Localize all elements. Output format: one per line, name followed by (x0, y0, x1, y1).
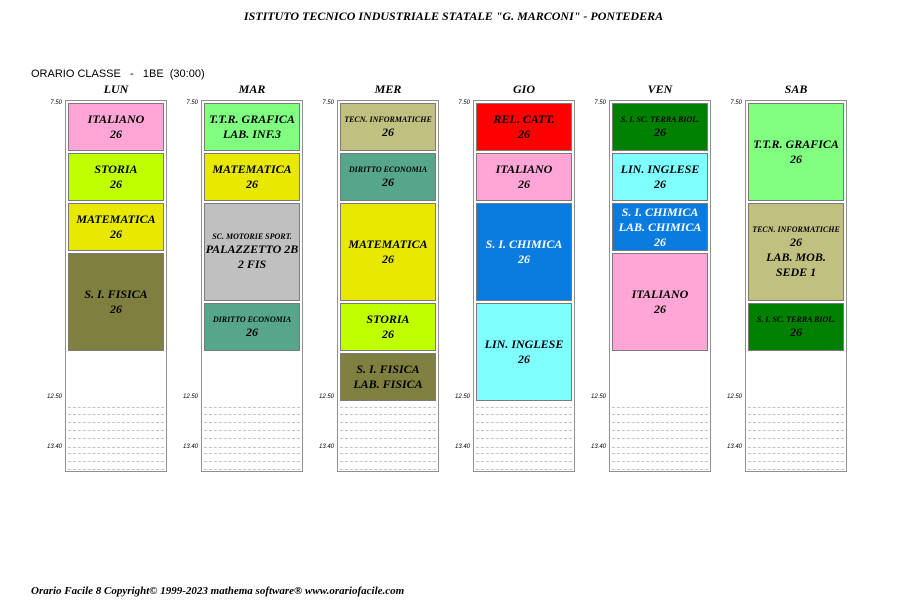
lesson-block[interactable] (340, 303, 436, 351)
empty-slot-line (340, 438, 436, 439)
empty-slot-line (748, 414, 844, 415)
lesson-subject: STORIA (366, 312, 410, 326)
lesson-subject: ITALIANO (495, 162, 553, 176)
empty-slot-line (204, 438, 300, 439)
time-label-end: 12.50 (454, 394, 470, 400)
empty-slot-line (476, 422, 572, 423)
lesson-subject: S. I. FISICA (356, 362, 420, 376)
empty-slot-line (748, 430, 844, 431)
empty-slot-line (340, 447, 436, 448)
lesson-room: 26 (654, 124, 666, 139)
lesson-room: 26 (518, 352, 530, 366)
lesson-subject: S. I. SC. TERRA BIOL. (756, 314, 836, 324)
lesson-subject: PALAZZETTO 2B (205, 242, 299, 256)
lesson-block[interactable] (204, 153, 300, 201)
day-header: LUN (103, 82, 129, 96)
lesson-block[interactable] (612, 103, 708, 151)
lesson-subject: S. I. CHIMICA (621, 204, 699, 219)
lesson-block[interactable] (68, 153, 164, 201)
empty-slot-line (476, 461, 572, 462)
lesson-room: 26 (246, 177, 258, 191)
empty-slot-line (612, 422, 708, 423)
lesson-block[interactable] (476, 153, 572, 201)
empty-slot-line (68, 438, 164, 439)
empty-slot-line (476, 414, 572, 415)
empty-slot-line (340, 469, 436, 470)
lesson-subject: TECN. INFORMATICHE (752, 224, 840, 234)
empty-slot-line (476, 453, 572, 454)
empty-slot-line (476, 407, 572, 408)
lesson-subject: LIN. INGLESE (620, 162, 700, 176)
empty-slot-line (612, 453, 708, 454)
empty-slot-line (748, 469, 844, 470)
lesson-room: 26 (790, 324, 802, 339)
day-grid (337, 100, 439, 472)
lesson-room: 26 (382, 124, 394, 139)
lesson-block[interactable] (476, 303, 572, 401)
empty-slot-line (476, 430, 572, 431)
time-label-start: 7.50 (322, 100, 334, 106)
lesson-room: 26 (110, 177, 122, 191)
day-grid (65, 100, 167, 472)
empty-slot-line (68, 407, 164, 408)
time-label-start: 7.50 (730, 100, 742, 106)
time-label-end: 12.50 (318, 394, 334, 400)
lesson-subject: MATEMATICA (212, 162, 292, 176)
day-header: GIO (512, 82, 535, 96)
lesson-block[interactable] (476, 103, 572, 151)
lesson-subject: LAB. FISICA (353, 377, 423, 391)
empty-slot-line (340, 407, 436, 408)
lesson-block[interactable] (612, 153, 708, 201)
empty-slot-line (748, 438, 844, 439)
lesson-subject: DIRITTO ECONOMIA (212, 314, 292, 324)
lesson-subject: ITALIANO (87, 112, 145, 126)
lesson-room: 26 (382, 174, 394, 189)
lesson-block[interactable] (204, 203, 300, 301)
lesson-subject: 2 FIS (237, 257, 267, 271)
empty-slot-line (340, 422, 436, 423)
lesson-room: 26 (790, 234, 802, 249)
day-header: MER (374, 82, 402, 96)
lesson-block[interactable] (68, 203, 164, 251)
lesson-block[interactable] (340, 103, 436, 151)
empty-slot-line (68, 422, 164, 423)
day-grid (609, 100, 711, 472)
time-label-extra: 13.40 (590, 444, 606, 450)
empty-slot-line (748, 453, 844, 454)
lesson-subject: REL. CATT. (493, 112, 555, 126)
empty-slot-line (476, 469, 572, 470)
day-header: SAB (784, 82, 808, 96)
time-label-end: 12.50 (726, 394, 742, 400)
lesson-room: 26 (654, 234, 666, 249)
empty-slot-line (68, 461, 164, 462)
time-label-extra: 13.40 (182, 444, 198, 450)
empty-slot-line (340, 461, 436, 462)
lesson-subject: LAB. CHIMICA (618, 219, 702, 234)
day-header: MAR (238, 82, 266, 96)
empty-slot-line (612, 469, 708, 470)
lesson-room: 26 (654, 302, 666, 316)
empty-slot-line (68, 430, 164, 431)
empty-slot-line (340, 430, 436, 431)
lesson-block[interactable] (612, 203, 708, 251)
lesson-block[interactable] (612, 253, 708, 351)
lesson-room: 26 (518, 177, 530, 191)
lesson-room: 26 (110, 302, 122, 316)
time-label-end: 12.50 (46, 394, 62, 400)
time-label-start: 7.50 (594, 100, 606, 106)
time-label-end: 12.50 (182, 394, 198, 400)
class-label: ORARIO CLASSE - 1BE (30:00) (31, 68, 205, 80)
day-grid (201, 100, 303, 472)
lesson-room: 26 (790, 152, 802, 166)
lesson-subject: LIN. INGLESE (484, 337, 564, 351)
time-label-start: 7.50 (186, 100, 198, 106)
day-grid (473, 100, 575, 472)
lesson-subject: TECN. INFORMATICHE (344, 114, 432, 124)
lesson-room: 26 (110, 127, 122, 141)
lesson-subject: MATEMATICA (76, 212, 156, 226)
empty-slot-line (612, 461, 708, 462)
lesson-room: 26 (246, 324, 258, 339)
lesson-room: 26 (382, 252, 394, 266)
school-title: ISTITUTO TECNICO INDUSTRIALE STATALE "G. MARCONI" - PONTEDERA (243, 9, 664, 23)
lesson-subject: S. I. FISICA (84, 287, 148, 301)
time-label-extra: 13.40 (318, 444, 334, 450)
empty-slot-line (612, 430, 708, 431)
lesson-subject: MATEMATICA (348, 237, 428, 251)
lesson-subject: LAB. INF.3 (222, 127, 282, 141)
empty-slot-line (340, 414, 436, 415)
footer-copyright: Orario Facile 8 Copyright© 1999-2023 mathema software® www.orariofacile.com (31, 585, 405, 597)
empty-slot-line (204, 447, 300, 448)
lesson-subject: STORIA (94, 162, 138, 176)
empty-slot-line (612, 414, 708, 415)
time-label-extra: 13.40 (46, 444, 62, 450)
lesson-block[interactable] (204, 303, 300, 351)
empty-slot-line (612, 447, 708, 448)
empty-slot-line (748, 447, 844, 448)
lesson-subject: SC. MOTORIE SPORT. (212, 232, 292, 241)
time-label-start: 7.50 (458, 100, 470, 106)
lesson-block[interactable] (748, 203, 844, 301)
empty-slot-line (68, 453, 164, 454)
lesson-block[interactable] (748, 103, 844, 201)
lesson-block[interactable] (204, 103, 300, 151)
empty-slot-line (204, 461, 300, 462)
lesson-room: 26 (518, 127, 530, 141)
empty-slot-line (204, 453, 300, 454)
lesson-subject: S. I. CHIMICA (485, 237, 563, 251)
lesson-room: 26 (382, 327, 394, 341)
day-header: VEN (647, 82, 673, 96)
empty-slot-line (748, 407, 844, 408)
lesson-subject: T.T.R. GRAFICA (209, 112, 295, 126)
lesson-block[interactable] (340, 203, 436, 301)
time-label-extra: 13.40 (454, 444, 470, 450)
lesson-block[interactable] (748, 303, 844, 351)
lesson-room: 26 (654, 177, 666, 191)
lesson-block[interactable] (68, 253, 164, 351)
lesson-subject: ITALIANO (631, 287, 689, 301)
lesson-subject: S. I. SC. TERRA BIOL. (620, 114, 700, 124)
empty-slot-line (476, 438, 572, 439)
empty-slot-line (204, 469, 300, 470)
time-label-end: 12.50 (590, 394, 606, 400)
empty-slot-line (68, 469, 164, 470)
lesson-lab: LAB. MOB. SEDE 1 (766, 249, 826, 279)
empty-slot-line (748, 461, 844, 462)
lesson-room: 26 (518, 252, 530, 266)
lesson-room: 26 (110, 227, 122, 241)
empty-slot-line (204, 430, 300, 431)
lesson-block[interactable] (340, 153, 436, 201)
lesson-block[interactable] (340, 353, 436, 401)
empty-slot-line (748, 422, 844, 423)
empty-slot-line (68, 447, 164, 448)
lesson-block[interactable] (68, 103, 164, 151)
day-grid (745, 100, 847, 472)
lesson-subject: T.T.R. GRAFICA (753, 137, 839, 151)
lesson-block[interactable] (476, 203, 572, 301)
empty-slot-line (68, 414, 164, 415)
time-label-extra: 13.40 (726, 444, 742, 450)
empty-slot-line (612, 407, 708, 408)
empty-slot-line (204, 414, 300, 415)
empty-slot-line (340, 453, 436, 454)
empty-slot-line (204, 422, 300, 423)
lesson-subject: DIRITTO ECONOMIA (348, 164, 428, 174)
empty-slot-line (612, 438, 708, 439)
empty-slot-line (476, 447, 572, 448)
empty-slot-line (204, 407, 300, 408)
time-label-start: 7.50 (50, 100, 62, 106)
